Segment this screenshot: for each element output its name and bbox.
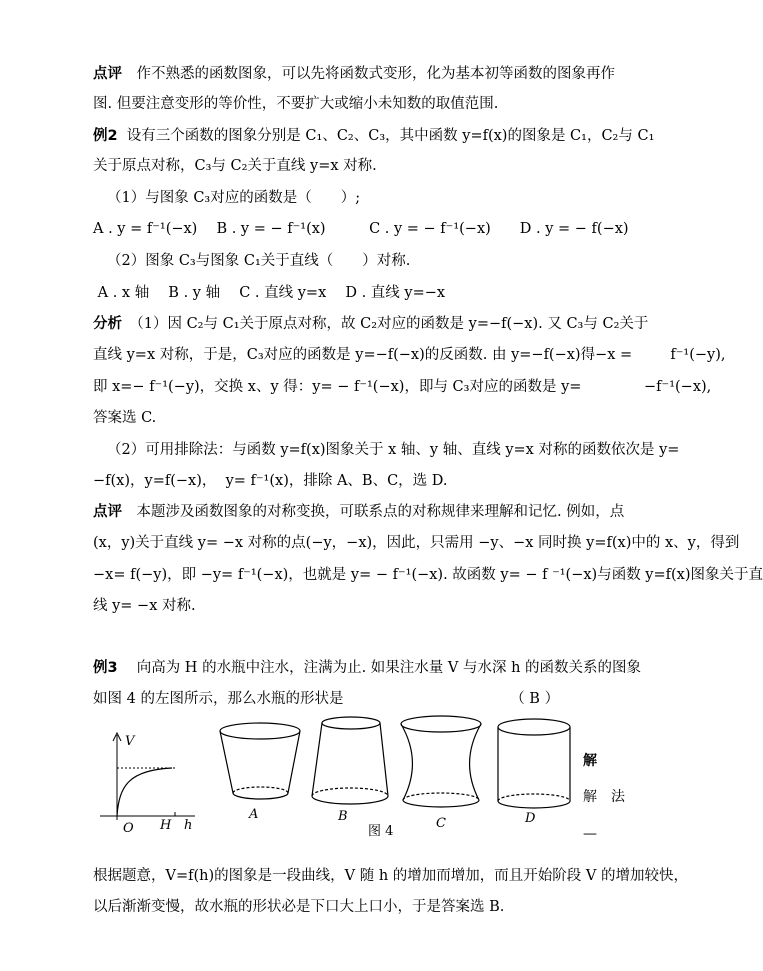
text-line: 直线 y=x 对称，于是，C₃对应的函数是 y=−f(−x)的反函数. 由 y=−f(−x)得−x = f⁻¹(−y), bbox=[93, 347, 726, 363]
text-line: 图. 但要注意变形的等价性，不要扩大或缩小未知数的取值范围. bbox=[93, 96, 499, 112]
bottle-a bbox=[220, 723, 300, 799]
bottle-b bbox=[312, 717, 388, 804]
text-line: （2）可用排除法：与函数 y=f(x)图象关于 x 轴、y 轴、直线 y=x 对称的函数依次是 y= bbox=[107, 442, 680, 458]
text-line: A . x 轴 B . y 轴 C . 直线 y=x D . 直线 y=−x bbox=[93, 285, 446, 301]
text-line: (x，y)关于直线 y= −x 对称的点(−y，−x)，因此，只需用 −y、−x 同时换 y=f(x)中的 x、y，得到 bbox=[93, 535, 740, 551]
text-line: 如图 4 的左图所示，那么水瓶的形状是 （ B ） bbox=[93, 691, 560, 707]
text-line: −x= f(−y)，即 −y= f⁻¹(−x)，也就是 y= − f⁻¹(−x). 故函数 y= − f ⁻¹(−x)与函数 y=f(x)图象关于直 bbox=[93, 567, 763, 583]
text-line: 例2 设有三个函数的图象分别是 C₁、C₂、C₃，其中函数 y=f(x)的图象是 C₁，C₂与 C₁ bbox=[93, 128, 655, 144]
text-line: −f(x)，y=f(−x)， y= f⁻¹(x)，排除 A、B、C，选 D. bbox=[93, 473, 448, 489]
bottle-label-a: A bbox=[249, 807, 259, 822]
axis-label-v: V bbox=[125, 734, 135, 749]
text-line: 关于原点对称，C₃与 C₂关于直线 y=x 对称. bbox=[93, 158, 377, 174]
vh-graph bbox=[100, 733, 195, 820]
text-line: 根据题意，V=f(h)的图象是一段曲线，V 随 h 的增加而增加，而且开始阶段 V 的增加较快， bbox=[93, 868, 688, 884]
bottle-label-b: B bbox=[338, 809, 348, 824]
text-line: 分析 （1）因 C₂与 C₁关于原点对称，故 C₂对应的函数是 y=−f(−x). 又 C₃与 C₂关于 bbox=[93, 316, 649, 332]
side-note-dash: — bbox=[583, 826, 597, 842]
text-line: 点评 本题涉及函数图象的对称变换，可联系点的对称规律来理解和记忆. 例如，点 bbox=[93, 504, 625, 520]
axis-label-h: h bbox=[184, 818, 193, 833]
side-note-jie: 解 bbox=[583, 753, 597, 769]
side-note-jiefa: 解 法 bbox=[583, 789, 625, 805]
text-line: （1）与图象 C₃对应的函数是（ ）; bbox=[107, 190, 361, 206]
bottle-d bbox=[498, 719, 570, 808]
text-line: 例3 向高为 H 的水瓶中注水，注满为止. 如果注水量 V 与水深 h 的函数关系的图象 bbox=[93, 660, 642, 676]
text-line: 答案选 C. bbox=[93, 410, 157, 426]
text-line: （2）图象 C₃与图象 C₁关于直线（ ）对称. bbox=[107, 253, 411, 269]
axis-label-H: H bbox=[160, 818, 172, 833]
bottle-c bbox=[401, 716, 481, 807]
figure-caption: 图 4 bbox=[368, 824, 394, 839]
text-line: A . y = f⁻¹(−x) B . y = − f⁻¹(x) C . y = − f⁻¹(−x) D . y = − f(−x) bbox=[93, 221, 629, 237]
text-line: 线 y= −x 对称. bbox=[93, 598, 196, 614]
text-line: 即 x=− f⁻¹(−y)，交换 x、y 得：y= − f⁻¹(−x)，即与 C₃对应的函数是 y= −f⁻¹(−x), bbox=[93, 379, 712, 395]
origin-label: O bbox=[123, 821, 134, 836]
text-line: 点评 作不熟悉的函数图象，可以先将函数式变形，化为基本初等函数的图象再作 bbox=[93, 66, 615, 82]
text-line: 以后渐渐变慢，故水瓶的形状必是下口大上口小，于是答案选 B. bbox=[93, 899, 505, 915]
bottle-label-c: C bbox=[436, 816, 446, 831]
bottle-label-d: D bbox=[525, 811, 536, 826]
